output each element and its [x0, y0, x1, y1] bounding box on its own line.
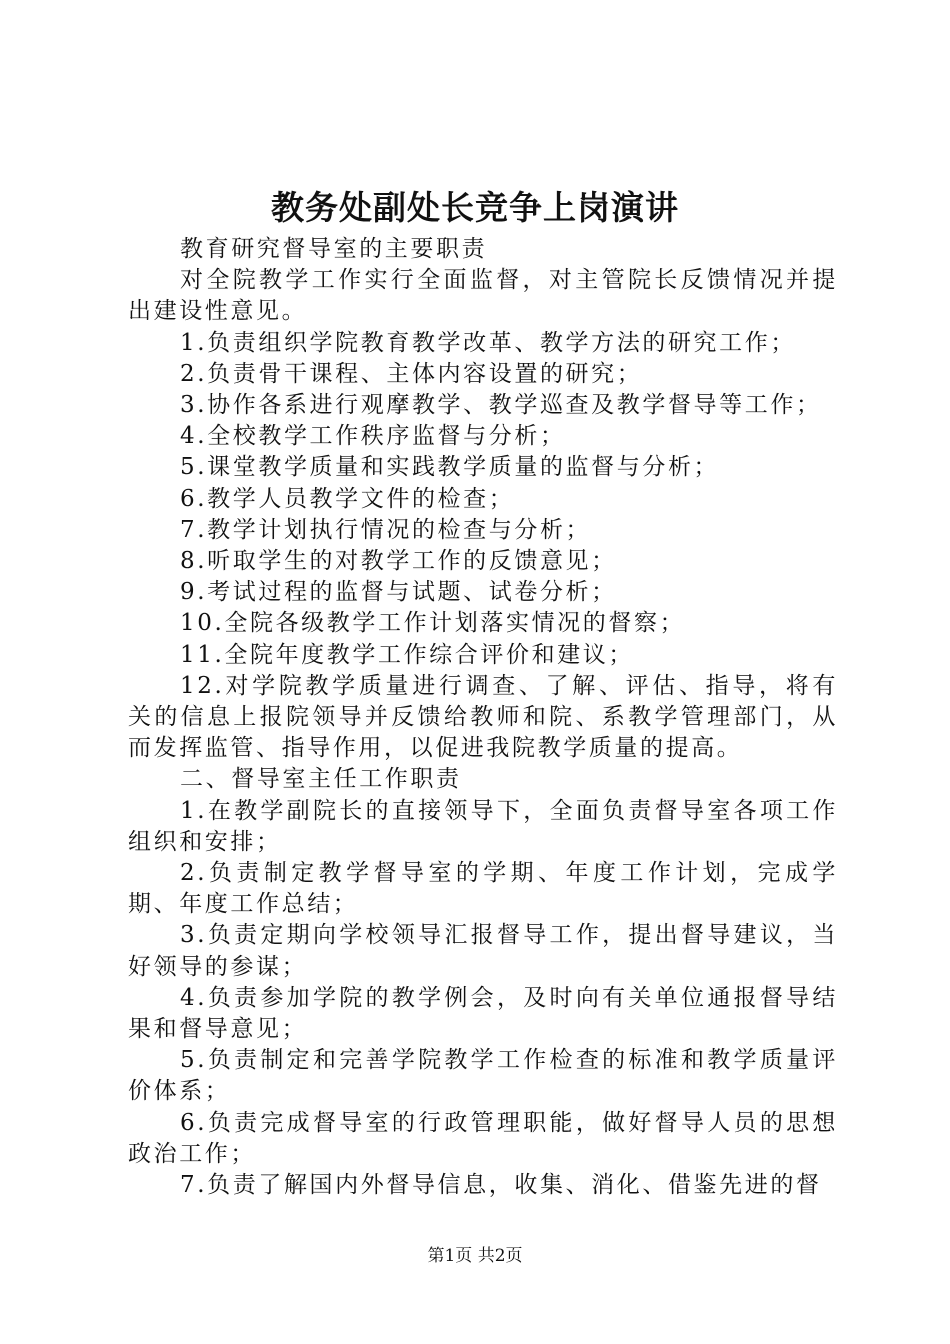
list-item: 11.全院年度教学工作综合评价和建议； — [180, 641, 634, 668]
document-title: 教务处副处长竞争上岗演讲 — [271, 188, 679, 227]
section-heading: 二、督导室主任工作职责 — [180, 766, 462, 793]
list-item: 7.负责了解国内外督导信息，收集、消化、借鉴先进的督 — [180, 1172, 822, 1199]
list-item: 6.教学人员教学文件的检查； — [180, 485, 515, 512]
list-item: 12.对学院教学质量进行调查、了解、评估、指导，将有关的信息上报院领导并反馈给教师和院、系教学管理部门，从而发挥监管、指导作用，以促进我院教学质量的提高。 — [128, 672, 838, 762]
list-item: 4.负责参加学院的教学例会，及时向有关单位通报督导结果和督导意见； — [128, 984, 838, 1043]
list-item: 10.全院各级教学工作计划落实情况的督察； — [180, 610, 686, 637]
list-item: 3.协作各系进行观摩教学、教学巡查及教学督导等工作； — [180, 392, 822, 419]
list-item: 4.全校教学工作秩序监督与分析； — [180, 423, 566, 450]
document-body — [128, 234, 838, 1201]
list-item: 5.课堂教学质量和实践教学质量的监督与分析； — [180, 454, 720, 481]
list-item: 9.考试过程的监督与试题、试卷分析； — [180, 579, 617, 606]
list-item: 6.负责完成督导室的行政管理职能，做好督导人员的思想政治工作； — [128, 1109, 838, 1167]
list-item: 1.在教学副院长的直接领导下，全面负责督导室各项工作组织和安排； — [128, 797, 838, 855]
list-item: 1.负责组织学院教育教学改革、教学方法的研究工作； — [180, 329, 796, 356]
list-item: 2.负责制定教学督导室的学期、年度工作计划，完成学期、年度工作总结； — [128, 860, 838, 918]
paragraph-heading-duties: 教育研究督导室的主要职责 — [180, 236, 488, 262]
paragraph-intro: 对全院教学工作实行全面监督，对主管院长反馈情况并提出建设性意见。 — [128, 267, 838, 325]
list-item: 7.教学计划执行情况的检查与分析； — [180, 516, 592, 543]
list-item: 2.负责骨干课程、主体内容设置的研究； — [180, 360, 643, 387]
list-item: 5.负责制定和完善学院教学工作检查的标准和教学质量评价体系； — [128, 1047, 838, 1105]
list-item: 8.听取学生的对教学工作的反馈意见； — [180, 548, 617, 575]
list-item: 3.负责定期向学校领导汇报督导工作，提出督导建议，当好领导的参谋； — [128, 922, 838, 980]
page-number-footer: 第1页 共2页 — [427, 1246, 523, 1266]
